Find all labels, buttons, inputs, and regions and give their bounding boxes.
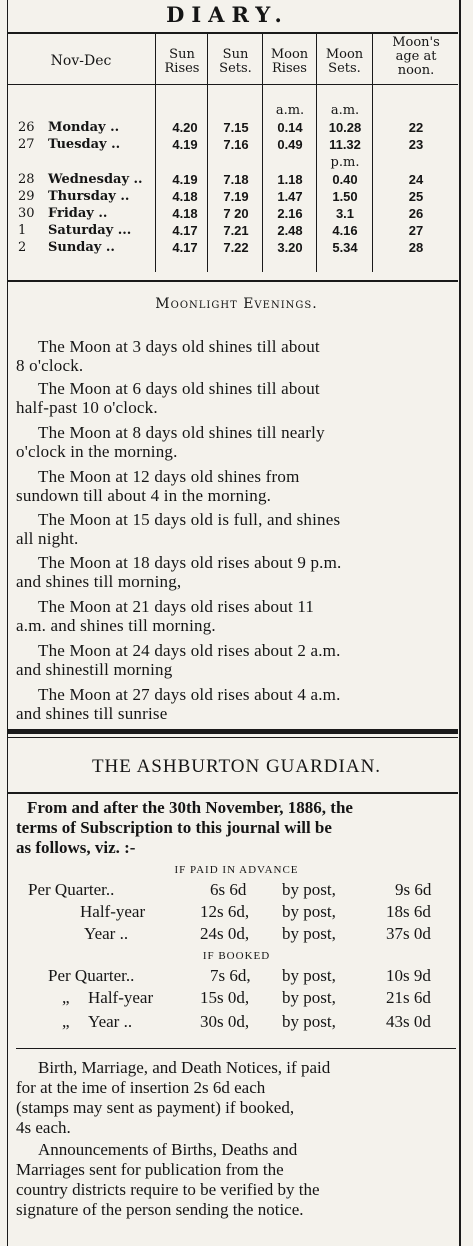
notice-line: country districts require to be verified by the (16, 1180, 320, 1199)
diary-title: DIARY. (166, 2, 289, 27)
guardian-intro-line: terms of Subscription to this journal will be (16, 818, 332, 837)
header-moon-sets: Moon Sets. (325, 47, 364, 76)
notice-line: 4s each. (16, 1118, 71, 1137)
moonlight-line: The Moon at 3 days old shines till about (38, 337, 320, 356)
moonlight-line: o'clock in the morning. (16, 442, 178, 461)
header-rule (7, 84, 458, 85)
section-divider-thick (7, 729, 458, 734)
notices-rule (16, 1048, 456, 1049)
moonlight-line: and shines till morning, (16, 572, 182, 591)
diary-top-rule (7, 32, 458, 34)
guardian-intro-line: as follows, viz. :- (16, 838, 136, 857)
header-sun-sets: Sun Sets. (219, 47, 252, 76)
notice-line: Marriages sent for publication from the (16, 1160, 284, 1179)
guardian-intro-line: From and after the 30th November, 1886, the (27, 798, 353, 817)
moonlight-line: The Moon at 6 days old shines till about (38, 379, 320, 398)
moonlight-line: a.m. and shines till morning. (16, 616, 216, 635)
notice-line: for at the ime of insertion 2s 6d each (16, 1078, 266, 1097)
moonlight-line: and shinestill morning (16, 660, 173, 679)
pm-label-sets: p.m. (330, 155, 360, 170)
moonlight-heading: Moonlight Evenings. (155, 296, 318, 312)
notice-line: Announcements of Births, Deaths and (38, 1140, 298, 1159)
moonlight-line: The Moon at 27 days old rises about 4 a.m. (38, 685, 341, 704)
moonlight-line: The Moon at 12 days old shines from (38, 467, 300, 486)
guardian-title: THE ASHBURTON GUARDIAN. (91, 756, 382, 777)
moonlight-line: 8 o'clock. (16, 356, 84, 375)
moonlight-line: half-past 10 o'clock. (16, 398, 158, 417)
left-column-rule (7, 0, 8, 1246)
am-label-sets: a.m. (330, 103, 360, 118)
moonlight-line: all night. (16, 529, 79, 548)
header-moon-age: Moon's age at noon. (392, 35, 440, 78)
moonlight-line: sundown till about 4 in the morning. (16, 486, 272, 505)
moonlight-line: The Moon at 15 days old is full, and shines (38, 510, 341, 529)
booked-heading: IF BOOKED (202, 950, 271, 962)
moonlight-line: The Moon at 21 days old rises about 11 (38, 597, 315, 616)
guardian-title-rule (7, 792, 458, 794)
notice-line: (stamps may sent as payment) if booked, (16, 1098, 295, 1117)
notice-line: signature of the person sending the notice. (16, 1200, 304, 1219)
header-moon-rises: Moon Rises (270, 47, 309, 76)
moonlight-line: and shines till sunrise (16, 704, 168, 723)
header-sun-rises: Sun Rises (164, 47, 200, 76)
am-label-rises: a.m. (275, 103, 305, 118)
advance-heading: IF PAID IN ADVANCE (174, 864, 299, 876)
right-column-rule (459, 0, 461, 1246)
table-bottom-rule (7, 280, 458, 282)
header-month: Nov-Dec (50, 53, 112, 69)
moonlight-line: The Moon at 8 days old shines till nearly (38, 423, 325, 442)
moonlight-line: The Moon at 18 days old rises about 9 p.m. (38, 553, 342, 572)
notice-line: Birth, Marriage, and Death Notices, if paid (38, 1058, 331, 1077)
section-divider-thin (7, 737, 458, 738)
moonlight-line: The Moon at 24 days old rises about 2 a.m. (38, 641, 341, 660)
